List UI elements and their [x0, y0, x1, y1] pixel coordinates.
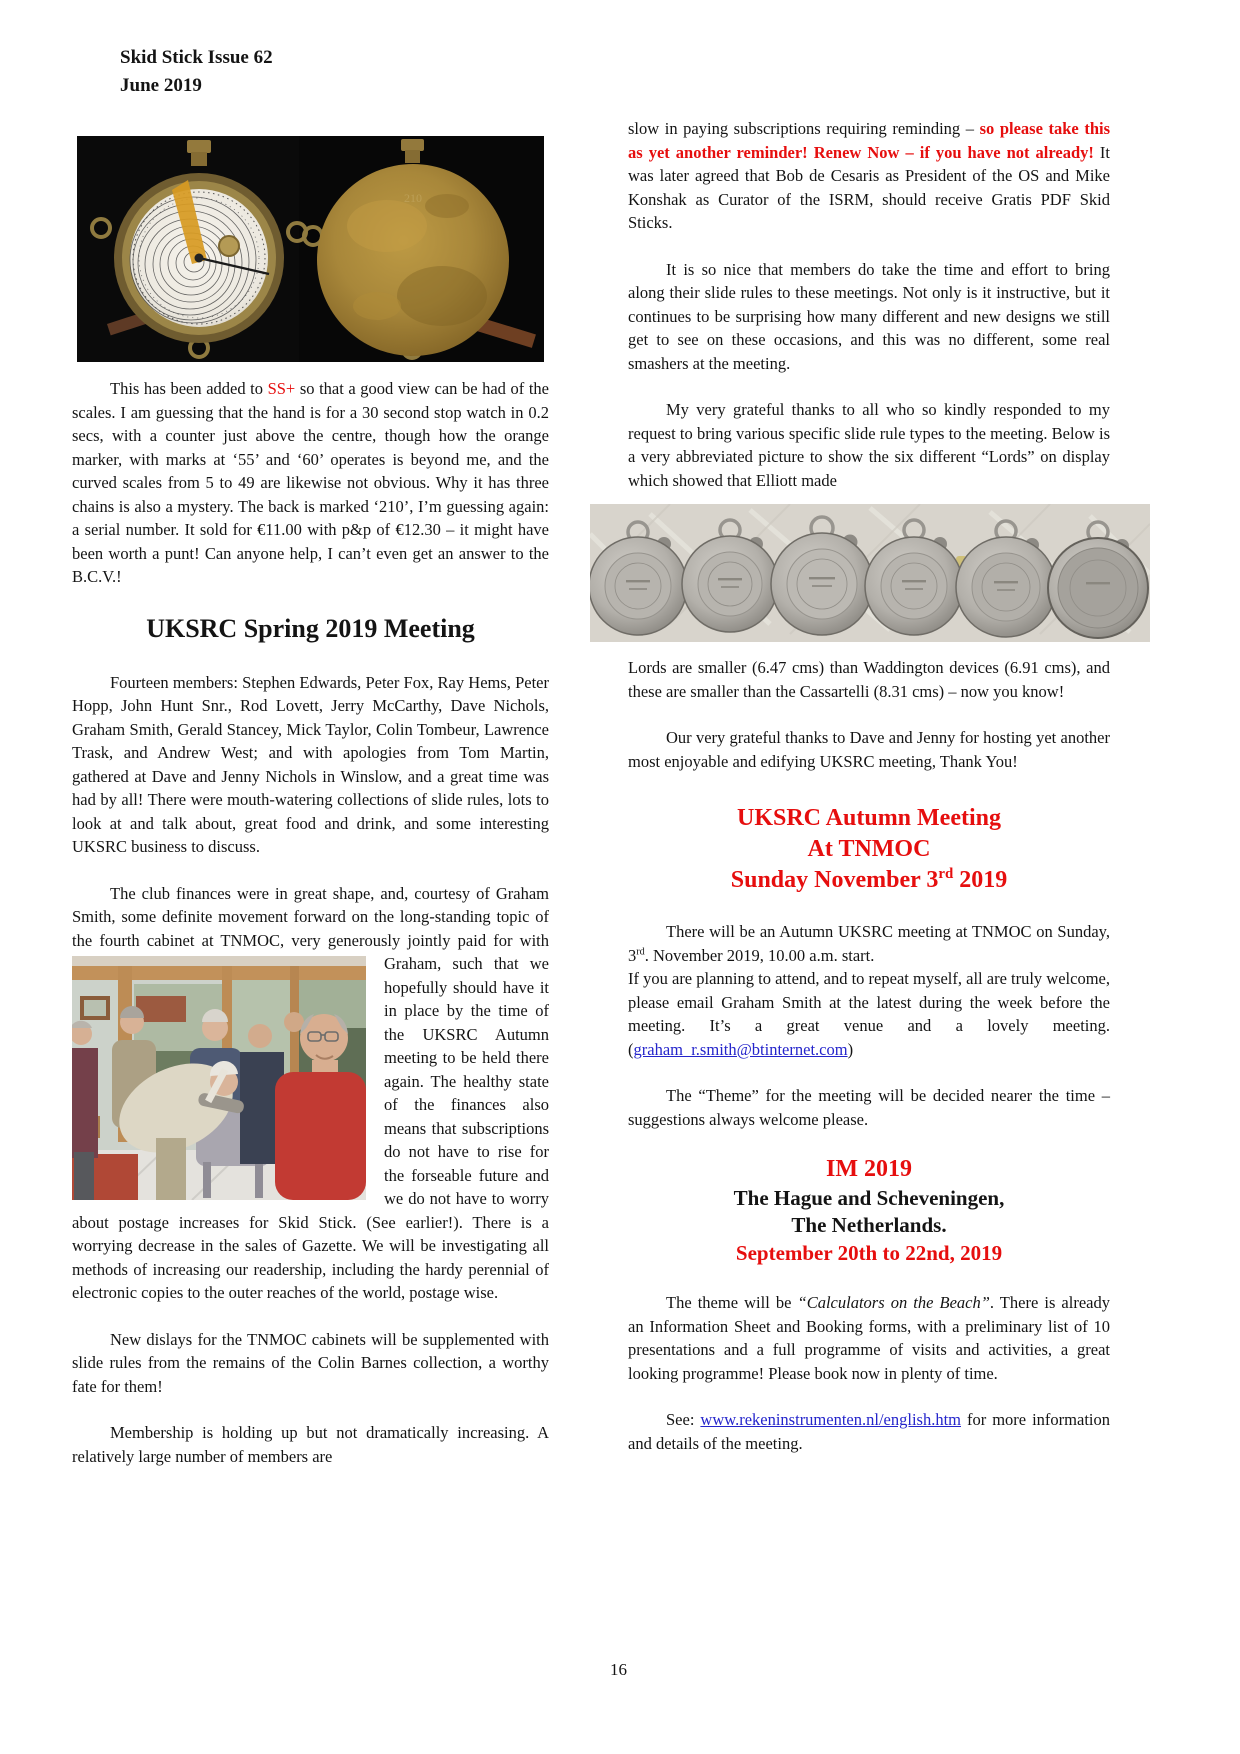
pocket-watch-photo [77, 136, 544, 362]
finances-paragraph [72, 882, 549, 1305]
im-heading-line2: The Hague and Scheveningen, [733, 1186, 1005, 1210]
hosts-thanks-paragraph: Our very grateful thanks to Dave and Jenny for hosting yet another most enjoyable and edifying UKSRC meeting, Thank You! [628, 728, 1110, 771]
intro-paragraph [72, 377, 549, 589]
autumn-heading-line2: At TNMOC [807, 836, 931, 862]
intro-text-rest: so that a good view can be had of the scales. I am guessing that the hand is for a 30 second stop watch in 0.2 secs, with a counter just above the centre, though how the orange marker, with marks at ‘55’ and ‘60’ operates is beyond me, and the curved scales from 5 to 49 are likewise not obvious. Why it has three chains is also a mystery. The back is marked ‘210’, I’m guessing again: a serial number. It sold for €11.00 with p&p of €12.30 – it might have been worth a punt! Can anyone help, I can’t even get an answer to the B.C.V.! [72, 379, 549, 586]
im2019-heading [628, 1154, 1110, 1267]
finances-text: The club finances were in great shape, and, courtesy of Graham Smith, some definite movement forward on the long-standing topic of the fourth cabinet at TNMOC, [72, 883, 549, 950]
renewal-reminder-highlight: so please take this as yet another reminder! Renew Now – if you have not already! [628, 119, 1110, 162]
autumn-meeting-heading [628, 803, 1110, 896]
lords-calculators-photo [590, 504, 1150, 642]
displays-paragraph: New dislays for the TNMOC cabinets will be supplemented with slide rules from the remains of the Colin Barnes collection, a worthy fate for them! [72, 1329, 549, 1396]
serial-marking: 210 [404, 191, 422, 205]
right-column [628, 117, 1110, 1478]
group-photo [72, 956, 366, 1200]
lords-sizes-paragraph: Lords are smaller (6.47 cms) than Waddington devices (6.91 cms), and these are smaller than the Cassartelli (8.31 cms) – now you know! [628, 658, 1110, 701]
renewal-text: slow in paying subscriptions requiring reminding – [628, 119, 980, 138]
autumn-details-paragraph: There will be an Autumn UKSRC meeting at TNMOC on Sunday, 3rd. November 2019, 10.00 a.m. start. If you are planning to attend, and to repeat myself, all are truly welcome, please email Graham Smith at the latest during the week before the meeting. It’s a great venue and a lovely meeting. (graham_r.smith@btinternet.com) [628, 922, 1110, 1059]
doc-header [120, 44, 273, 100]
ss-plus-highlight: SS+ [267, 379, 296, 398]
spring-meeting-heading: UKSRC Spring 2019 Meeting [146, 613, 475, 643]
intro-text: This has been added to [110, 379, 268, 398]
finances-text-rest: very generously jointly paid for with Graham, such that we hopefully should have it in place by the time of the UKSRC Autumn meeting to be held there again. The healthy state of the finances also means that subscriptions do not have to rise for the forseable future and we do not have to worry about postage increases for Skid Stick. (See earlier!). There is a worrying decrease in the sales of Gazette. We will be investigating all methods of increasing our readership, including the hardy perennial of electronic copies to the outer reaches of the world, postage wise. [72, 930, 549, 1302]
email-link[interactable]: graham_r.smith@btinternet.com [633, 1039, 848, 1059]
renewal-text-rest: It was later agreed that Bob de Cesaris as President of the OS and Mike Konshak as Curator of the ISRM, should receive Gratis PDF Skid Sticks. [628, 142, 1110, 232]
autumn-heading-line3: Sunday November 3rd 2019 [730, 866, 1008, 893]
im-heading-line3: The Netherlands. [791, 1213, 947, 1237]
attendees-paragraph: Fourteen members: Stephen Edwards, Peter Fox, Ray Hems, Peter Hopp, John Hunt Snr., Rod Lovett, Jerry McCarthy, Dave Nichols, Graham Smith, Gerald Stancey, Mick Taylor, Colin Tombeur, Lawrence Trask, and Andrew West; and with apologies from Tom Martin, gathered at Dave and Jenny Nichols in Winslow, and a great time was had by all! There were mouth-watering collections of slide rules, lots to look at and talk about, great food and drink, and some interesting UKSRC business to discuss. [72, 672, 549, 856]
theme-paragraph: The “Theme” for the meeting will be decided nearer the time – suggestions always welcome please. [628, 1086, 1110, 1129]
see-link-paragraph: See: www.rekeninstrumenten.nl/english.htm for more information and details of the meeting. [628, 1410, 1110, 1453]
im-heading-line1: IM 2019 [826, 1156, 912, 1182]
issue-date: June 2019 [120, 75, 202, 96]
page-number: 16 [610, 1660, 627, 1679]
thanks-lords-paragraph: My very grateful thanks to all who so kindly responded to my request to bring various specific slide rule types to the meeting. Below is a very abbreviated picture to show the six different “Lords” on display which showed that Elliott made [628, 400, 1110, 490]
autumn-heading-line1: UKSRC Autumn Meeting [736, 805, 1001, 831]
beach-theme-italic: “Calculators on the Beach” [797, 1293, 990, 1312]
left-column [72, 136, 549, 1491]
slide-rules-paragraph: It is so nice that members do take the time and effort to bring along their slide rules to these meetings. Not only is it instructive, but it continues to be surprising how many different and new designs we still get to see on these occasions, and this was no different, some real smashers at the meeting. [628, 259, 1110, 373]
membership-paragraph: Membership is holding up but not dramatically increasing. A relatively large number of members are [72, 1423, 549, 1466]
im-theme-paragraph: The theme will be “Calculators on the Beach”. There is already an Information Sheet and Booking forms, with a preliminary list of 10 presentations and a full programme of visits and activities, a great looking programme! Please book now in plenty of time. [628, 1293, 1110, 1383]
rekeninstrumenten-link[interactable]: www.rekeninstrumenten.nl/english.htm [700, 1410, 961, 1429]
issue-title: Skid Stick Issue 62 [120, 47, 273, 68]
im-heading-dates: September 20th to 22nd, 2019 [735, 1241, 1003, 1265]
renewal-paragraph [628, 117, 1110, 235]
